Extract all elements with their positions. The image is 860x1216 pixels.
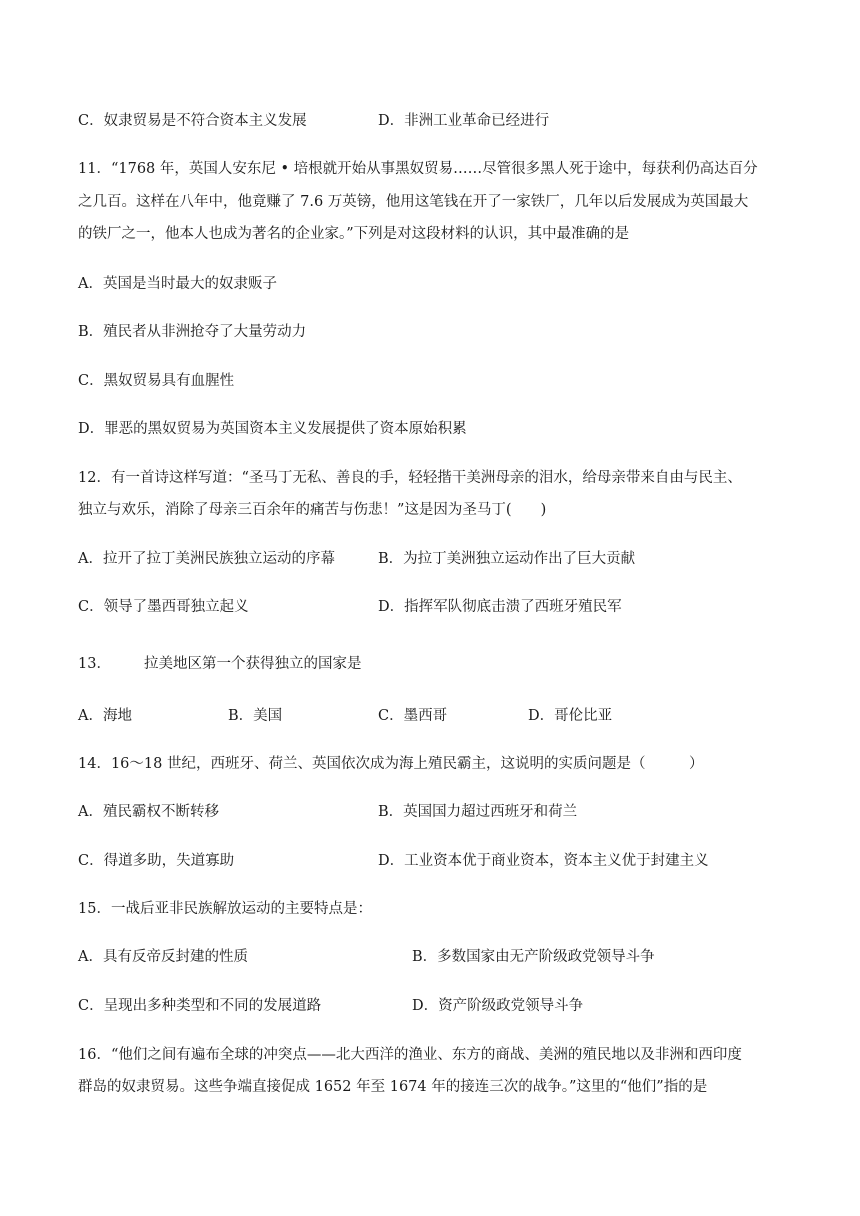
q15-option-a: A．具有反帝反封建的性质: [78, 949, 248, 965]
q13-stem: 拉美地区第一个获得独立的国家是: [144, 656, 362, 672]
q14-option-c: C．得道多助，失道寡助: [78, 853, 235, 869]
q12-option-a: A．拉开了拉丁美洲民族独立运动的序幕: [78, 551, 335, 567]
q11-stem-line-2: 之几百。这样在八年中，他竟赚了 7.6 万英镑，他用这笔钱在开了一家铁厂，几年以后发展成为英国最大: [78, 194, 749, 210]
q16-stem-line-2: 群岛的奴隶贸易。这些争端直接促成 1652 年至 1674 年的接连三次的战争。”这里的“他们”指的是: [78, 1079, 708, 1095]
q15-option-d: D．资产阶级政党领导斗争: [412, 998, 584, 1014]
q13-option-d: D．哥伦比亚: [528, 708, 613, 724]
q11-option-d: D．罪恶的黑奴贸易为英国资本主义发展提供了资本原始积累: [78, 421, 467, 437]
q15-option-c: C．呈现出多种类型和不同的发展道路: [78, 998, 322, 1014]
q15-stem: 15．一战后亚非民族解放运动的主要特点是：: [78, 901, 372, 917]
q12-option-b: B．为拉丁美洲独立运动作出了巨大贡献: [378, 551, 636, 567]
q12-option-c: C．领导了墨西哥独立起义: [78, 599, 249, 615]
q12-stem-line-1: 12．有一首诗这样写道：“圣马丁无私、善良的手，轻轻揩干美洲母亲的泪水，给母亲带来自由与民主、: [78, 470, 742, 486]
q14-option-a: A．殖民霸权不断转移: [78, 804, 219, 820]
q10-option-c: C．奴隶贸易是不符合资本主义发展: [78, 113, 307, 129]
q13-option-a: A．海地: [78, 708, 132, 724]
q13-option-c: C．墨西哥: [378, 708, 448, 724]
q14-stem: 14．16～18 世纪，西班牙、荷兰、英国依次成为海上殖民霸主，这说明的实质问题是（ ）: [78, 756, 704, 772]
q15-option-b: B．多数国家由无产阶级政党领导斗争: [412, 949, 655, 965]
q14-option-d: D．工业资本优于商业资本，资本主义优于封建主义: [378, 853, 709, 869]
q13-number: 13．: [78, 656, 111, 672]
q11-stem-line-1: 11．“1768 年，英国人安东尼 • 培根就开始从事黑奴贸易……尽管很多黑人死于途中，每获利仍高达百分: [78, 161, 758, 177]
q11-option-b: B．殖民者从非洲抢夺了大量劳动力: [78, 324, 307, 340]
q13-option-b: B．美国: [228, 708, 283, 724]
q12-option-d: D．指挥军队彻底击溃了西班牙殖民军: [378, 599, 622, 615]
q11-stem-line-3: 的铁厂之一，他本人也成为著名的企业家。”下列是对这段材料的认识，其中最准确的是: [78, 226, 630, 242]
q16-stem-line-1: 16．“他们之间有遍布全球的冲突点——北大西洋的渔业、东方的商战、美洲的殖民地以及非洲和西印度: [78, 1047, 742, 1063]
q14-option-b: B．英国国力超过西班牙和荷兰: [378, 804, 578, 820]
q11-option-a: A．英国是当时最大的奴隶贩子: [78, 276, 277, 292]
q11-option-c: C．黑奴贸易具有血腥性: [78, 373, 235, 389]
q10-option-d: D．非洲工业革命已经进行: [378, 113, 550, 129]
q12-stem-line-2: 独立与欢乐，消除了母亲三百余年的痛苦与伤悲！”这是因为圣马丁( ): [78, 502, 547, 518]
